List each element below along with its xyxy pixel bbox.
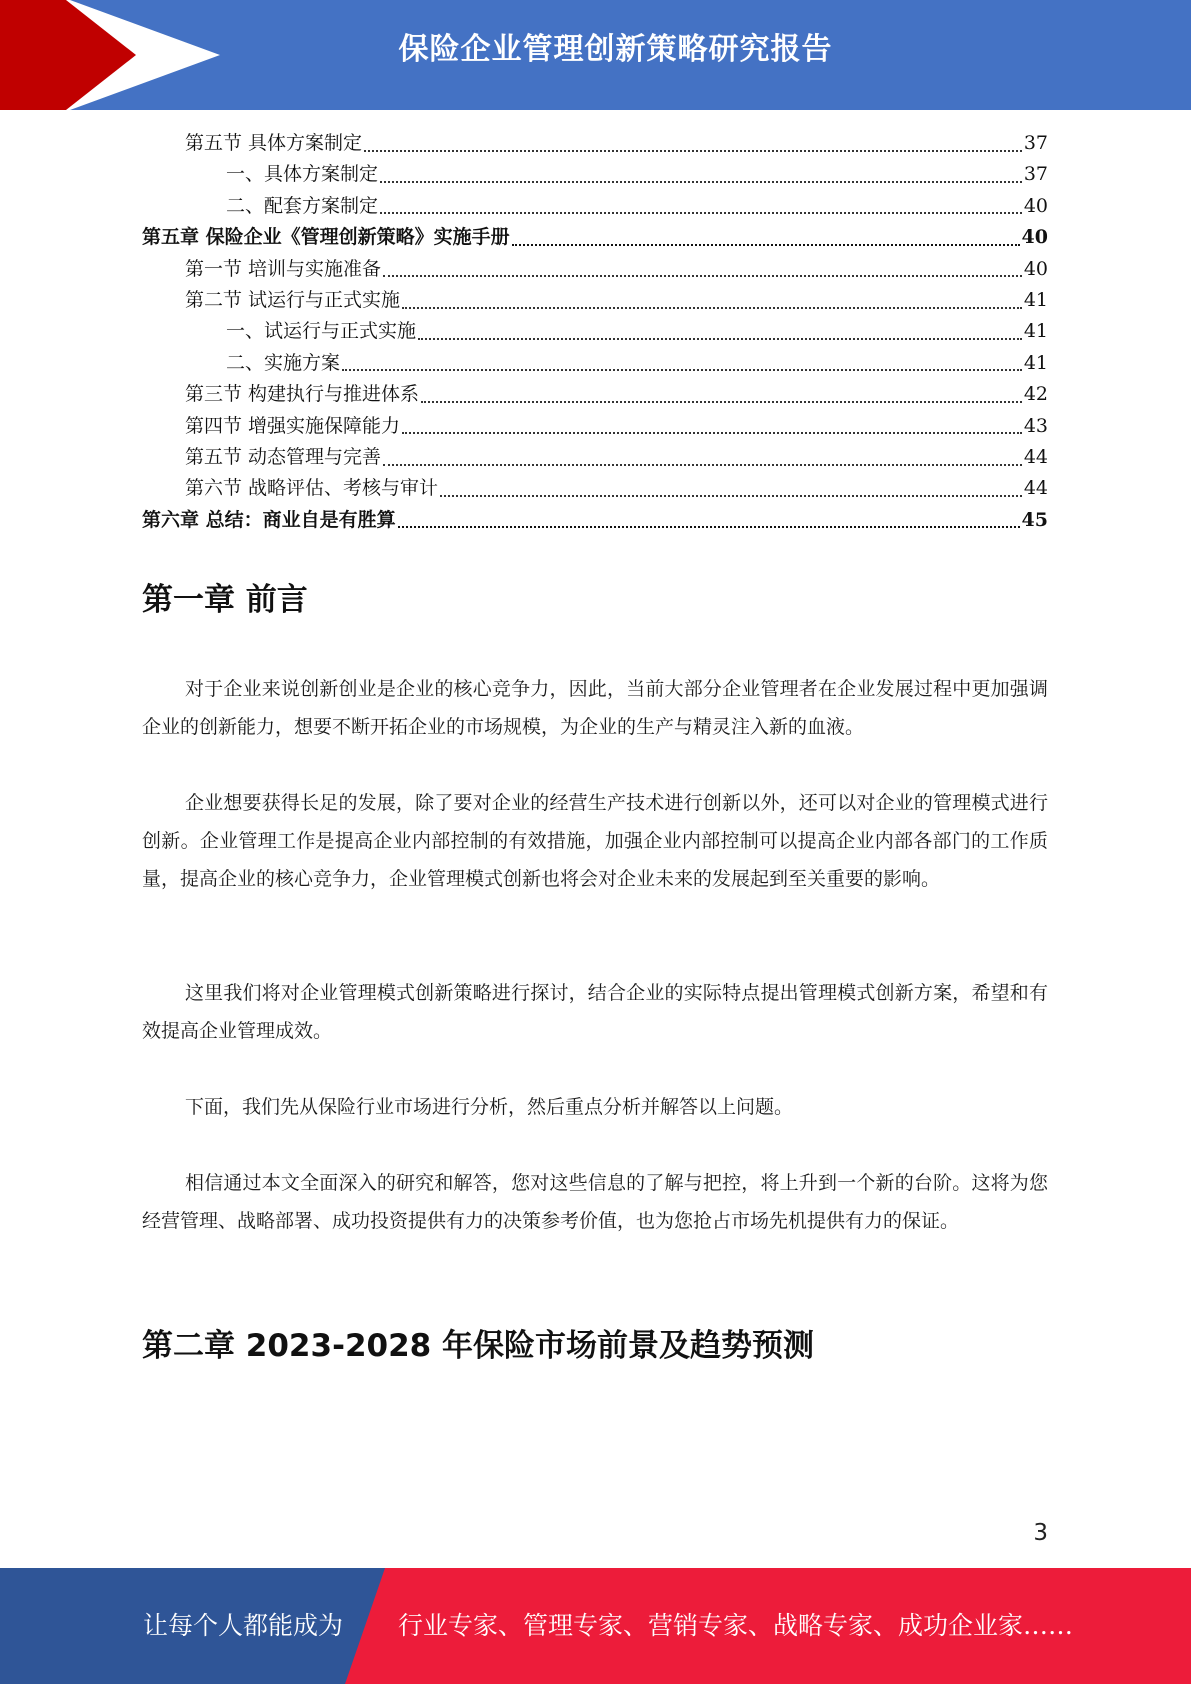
toc-entry-page: 41 <box>1023 288 1048 311</box>
toc-entry[interactable] <box>142 379 1048 410</box>
toc-entry-page: 37 <box>1023 132 1048 154</box>
toc-entry-label: 第三节 构建执行与推进体系 <box>185 383 420 406</box>
toc-entry[interactable] <box>142 285 1048 316</box>
toc-leader-dots <box>440 495 1022 497</box>
toc-entry-page: 43 <box>1023 414 1048 437</box>
toc-entry-page: 40 <box>1023 194 1048 217</box>
toc-entry-page: 40 <box>1021 226 1048 249</box>
toc-entry[interactable] <box>142 473 1048 504</box>
paragraph: 下面，我们先从保险行业市场进行分析，然后重点分析并解答以上问题。 <box>185 1096 794 1118</box>
paragraph: 企业想要获得长足的发展，除了要对企业的经营生产技术进行创新以外，还可以对企业的管理模式进行创新。企业管理工作是提高企业内部控制的有效措施，加强企业内部控制可以提高企业内部各部门的工作质量，提高企业的核心竞争力，企业管理模式创新也将会对企业未来的发展起到至关重要的影响。 <box>142 792 1048 890</box>
toc-entry[interactable] <box>142 411 1048 442</box>
page-number: 3 <box>1033 1520 1048 1546</box>
toc-entry-label: 第五节 动态管理与完善 <box>185 445 382 468</box>
footer-blue-slant <box>345 1568 385 1684</box>
toc-entry-label: 二、配套方案制定 <box>226 194 379 217</box>
toc-entry-label: 第四节 增强实施保障能力 <box>185 414 401 437</box>
toc-entry[interactable] <box>142 159 1048 190</box>
toc-leader-dots <box>380 181 1022 183</box>
footer-slogan-right: 行业专家、管理专家、营销专家、战略专家、成功企业家…… <box>398 1611 1074 1640</box>
toc-entry-label: 第六章 总结：商业自是有胜算 <box>142 508 396 531</box>
toc-entry-page: 41 <box>1023 351 1048 374</box>
toc-entry-label: 第六节 战略评估、考核与审计 <box>185 477 439 500</box>
toc-leader-dots <box>421 401 1022 403</box>
toc-entry-page: 42 <box>1023 383 1048 406</box>
paragraph: 对于企业来说创新创业是企业的核心竞争力，因此，当前大部分企业管理者在企业发展过程中更加强调企业的创新能力，想要不断开拓企业的市场规模，为企业的生产与精灵注入新的血液。 <box>142 678 1048 738</box>
page-footer <box>0 1568 1191 1684</box>
toc-entry-label: 二、实施方案 <box>226 351 341 374</box>
chapter-2-heading: 第二章 2023-2028 年保险市场前景及趋势预测 <box>142 1328 815 1364</box>
toc-entry-label: 一、试运行与正式实施 <box>226 320 417 343</box>
toc-entry-label: 第二节 试运行与正式实施 <box>185 288 401 311</box>
chapter-1-heading: 第一章 前言 <box>142 582 308 618</box>
toc-leader-dots <box>342 369 1022 371</box>
toc-leader-dots <box>512 244 1020 246</box>
toc-entry[interactable] <box>142 222 1048 253</box>
toc-leader-dots <box>402 307 1022 309</box>
toc-leader-dots <box>418 338 1022 340</box>
toc-entry-label: 一、具体方案制定 <box>226 163 379 186</box>
document-title: 保险企业管理创新策略研究报告 <box>398 32 833 67</box>
toc-entry[interactable] <box>142 254 1048 285</box>
toc-entry-page: 45 <box>1021 508 1048 531</box>
toc-entry-page: 41 <box>1023 320 1048 343</box>
toc-leader-dots <box>364 150 1022 152</box>
table-of-contents <box>142 128 1048 536</box>
paragraph: 相信通过本文全面深入的研究和解答，您对这些信息的了解与把控，将上升到一个新的台阶。这将为您经营管理、战略部署、成功投资提供有力的决策参考价值，也为您抢占市场先机提供有力的保证。 <box>142 1172 1048 1232</box>
toc-leader-dots <box>383 464 1022 466</box>
toc-entry[interactable] <box>142 505 1048 536</box>
toc-entry[interactable] <box>142 128 1048 159</box>
page-header <box>0 0 1191 110</box>
toc-entry[interactable] <box>142 191 1048 222</box>
toc-leader-dots <box>380 212 1022 214</box>
footer-slogan-left: 让每个人都能成为 <box>143 1611 344 1640</box>
toc-leader-dots <box>402 432 1022 434</box>
toc-entry[interactable] <box>142 316 1048 347</box>
toc-leader-dots <box>398 526 1020 528</box>
toc-entry-page: 44 <box>1023 477 1048 500</box>
toc-leader-dots <box>383 275 1022 277</box>
paragraph: 这里我们将对企业管理模式创新策略进行探讨，结合企业的实际特点提出管理模式创新方案，希望和有效提高企业管理成效。 <box>142 982 1048 1042</box>
toc-entry[interactable] <box>142 348 1048 379</box>
toc-entry[interactable] <box>142 442 1048 473</box>
toc-entry-label: 第一节 培训与实施准备 <box>185 257 382 280</box>
toc-entry-label: 第五章 保险企业《管理创新策略》实施手册 <box>142 226 510 249</box>
toc-entry-page: 37 <box>1023 163 1048 186</box>
toc-entry-page: 40 <box>1023 257 1048 280</box>
toc-entry-page: 44 <box>1023 445 1048 468</box>
toc-entry-label: 第五节 具体方案制定 <box>185 132 363 154</box>
